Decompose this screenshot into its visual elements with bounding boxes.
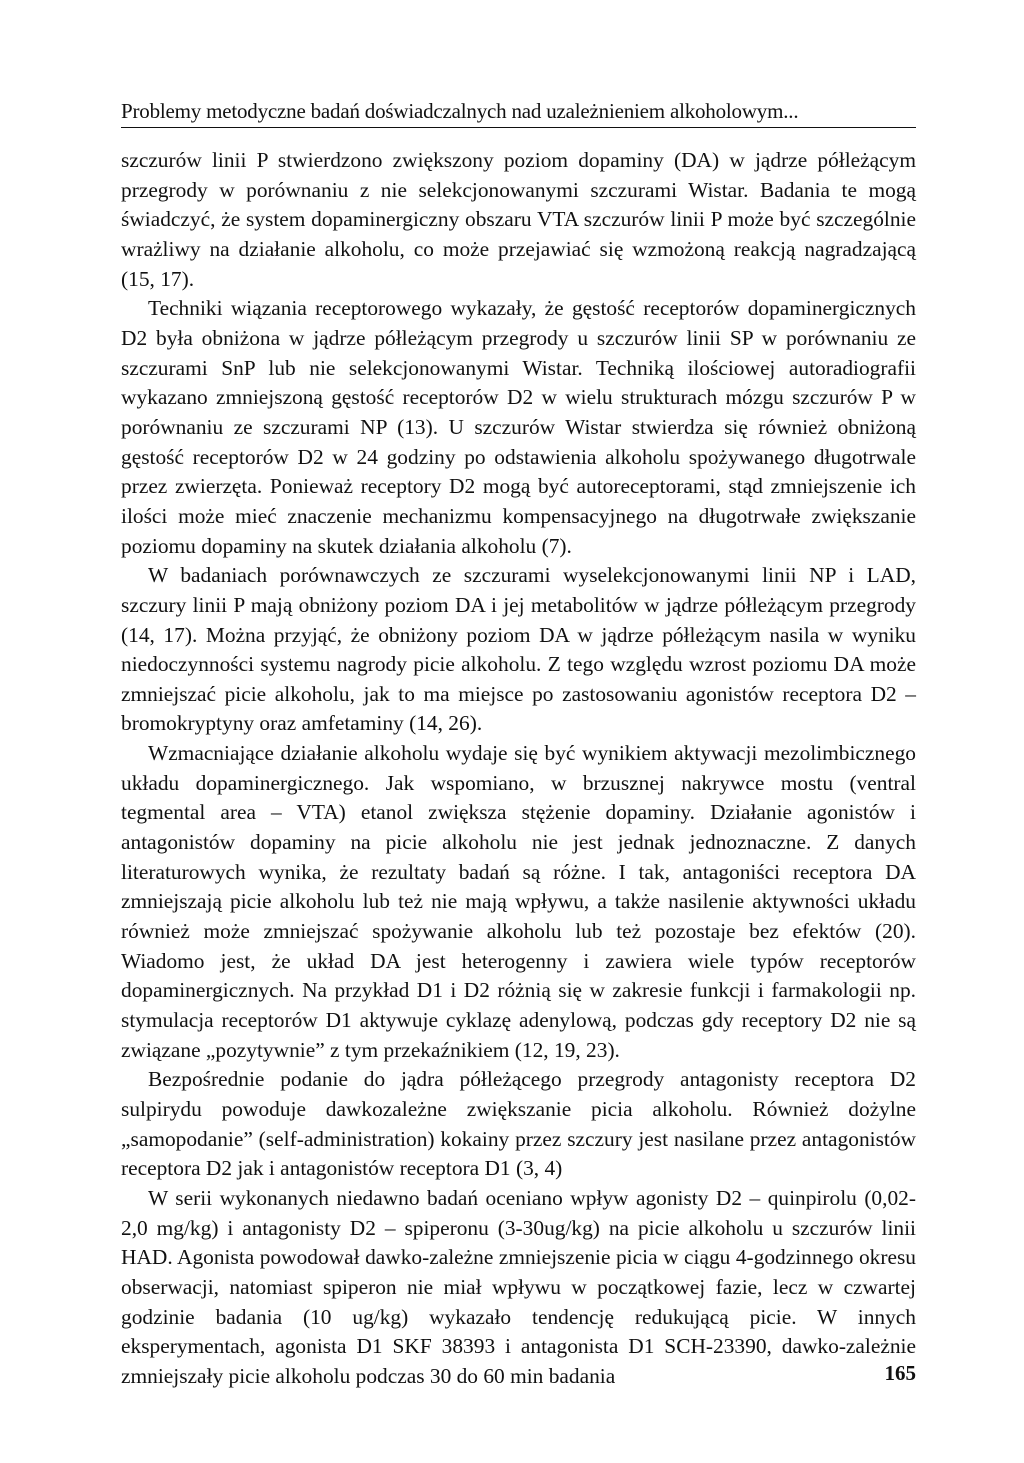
running-header: Problemy metodyczne badań doświadczalnych nad uzależnieniem alkoholowym... [121, 99, 799, 123]
page-number: 165 [884, 1361, 916, 1385]
paragraph-6: W serii wykonanych niedawno badań oceniano wpływ agonisty D2 – quinpirolu (0,02-2,0 mg/kg) i antagonisty D2 – spiperonu (3-30ug/kg) na picie alkoholu u szczurów linii HAD. Agonista powodował dawko-zależne zmniejszenie picia w ciągu 4-godzinnego okresu obserwacji, natomiast spiperon nie miał wpływu w początkowej fazie, lecz w czwartej godzinie badania (10 ug/kg) wykazało tendencję redukującą picie. W innych eksperymentach, agonista D1 SKF 38393 i antagonista D1 SCH-23390, dawko-zależnie zmniejszały picie alkoholu podczas 30 do 60 min badania [121, 1185, 916, 1388]
paragraph-1: szczurów linii P stwierdzono zwiększony poziom dopaminy (DA) w jądrze półleżącym przegrody w porównaniu z nie selekcjonowanymi szczurami Wistar. Badania te mogą świadczyć, że system dopaminergiczny obszaru VTA szczurów linii P może być szczególnie wrażliwy na działanie alkoholu, co może przejawiać się wzmożoną reakcją nagradzającą (15, 17). [121, 148, 916, 291]
body-text [121, 146, 916, 1392]
paragraph-2: Techniki wiązania receptorowego wykazały, że gęstość receptorów dopaminergicznych D2 była obniżona w jądrze półleżącym przegrody u szczurów linii SP w porównaniu ze szczurami SnP lub nie selekcjonowanymi Wistar. Techniką ilościowej autoradiografii wykazano zmniejszoną gęstość receptorów D2 w wielu strukturach mózgu szczurów P w porównaniu ze szczurami NP (13). U szczurów Wistar stwierdza się również obniżoną gęstość receptorów D2 w 24 godziny po odstawienia alkoholu spożywanego długotrwale przez zwierzęta. Ponieważ receptory D2 mogą być autoreceptorami, stąd zmniejszenie ich ilości może mieć znaczenie mechanizmu kompensacyjnego na długotrwałe zwiększanie poziomu dopaminy na skutek działania alkoholu (7). [121, 296, 916, 558]
paragraph-3: W badaniach porównawczych ze szczurami wyselekcjonowanymi linii NP i LAD, szczury linii P mają obniżony poziom DA i jej metabolitów w jądrze półleżącym przegrody (14, 17). Można przyjąć, że obniżony poziom DA w jądrze półleżącym nasila w wyniku niedoczynności systemu nagrody picie alkoholu. Z tego względu wzrost poziomu DA może zmniejszać picie alkoholu, jak to ma miejsce po zastosowaniu agonistów receptora D2 – bromokryptyny oraz amfetaminy (14, 26). [121, 563, 916, 736]
paragraph-4: Wzmacniające działanie alkoholu wydaje się być wynikiem aktywacji mezolimbicznego układu dopaminergicznego. Jak wspomiano, w brzusznej nakrywce mostu (ventral tegmental area – VTA) etanol zwiększa stężenie dopaminy. Działanie agonistów i antagonistów dopaminy na picie alkoholu nie jest jednak jednoznaczne. Z danych literaturowych wynika, że rezultaty badań są różne. I tak, antagoniści receptora DA zmniejszają picie alkoholu lub też nie mają wpływu, a także nasilenie aktywności układu również może zmniejszać spożywanie alkoholu lub też pozostaje bez efektów (20). Wiadomo jest, że układ DA jest heterogenny i zawiera wiele typów receptorów dopaminergicznych. Na przykład D1 i D2 różnią się w zakresie funkcji i farmakologii np. stymulacja receptorów D1 aktywuje cyklazę adenylową, podczas gdy receptory D2 nie są związane „pozytywnie” z tym przekaźnikiem (12, 19, 23). [121, 741, 916, 1062]
header-rule [121, 127, 916, 128]
paragraph-5: Bezpośrednie podanie do jądra półleżącego przegrody antagonisty receptora D2 sulpirydu powoduje dawkozależne zwiększanie picia alkoholu. Również dożylne „samopodanie” (self-administration) kokainy przez szczury jest nasilane przez antagonistów receptora D2 jak i antagonistów receptora D1 (3, 4) [121, 1067, 916, 1181]
